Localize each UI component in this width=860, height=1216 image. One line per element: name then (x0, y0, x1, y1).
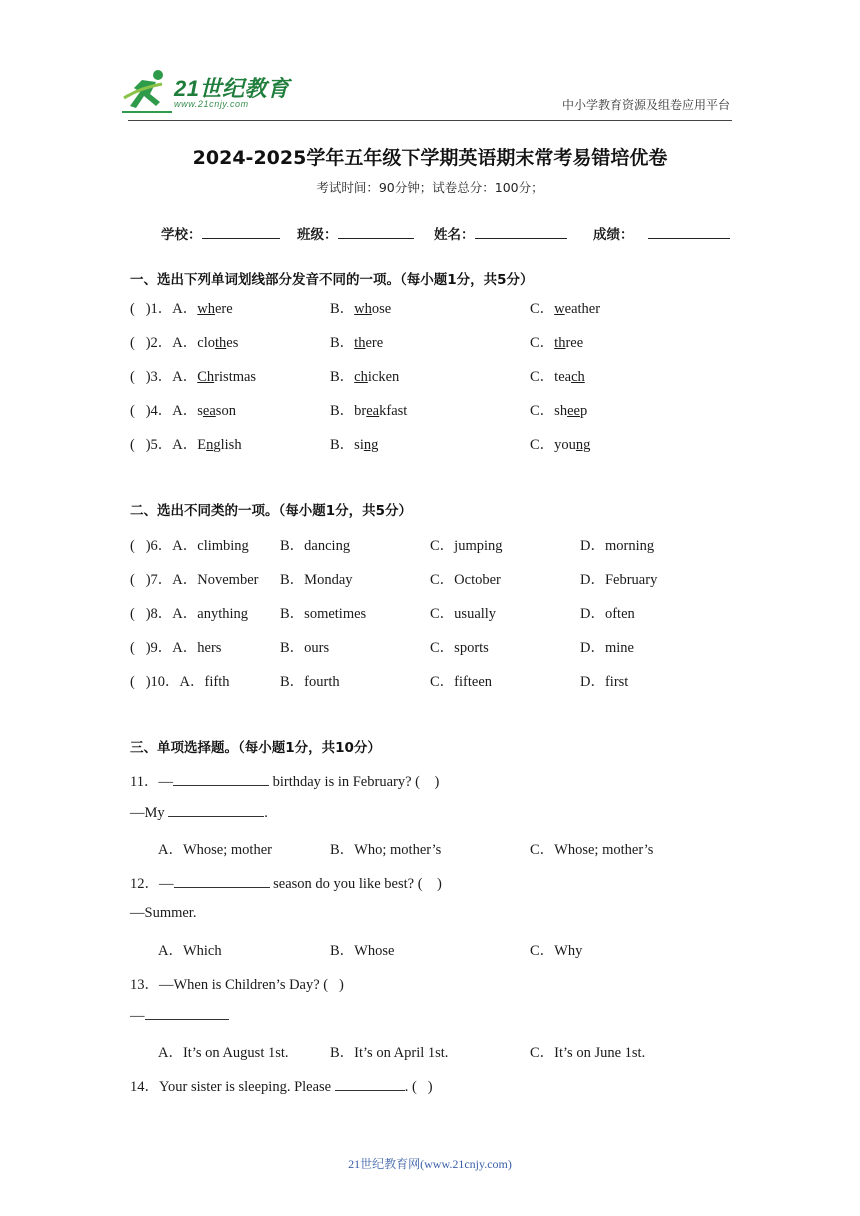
section-2-heading: 二、选出不同类的一项。（每小题1分，共5分） (130, 503, 413, 519)
question-12-b: B．Whose (330, 943, 395, 959)
question-5-c: C．young (530, 437, 591, 453)
answer-blank[interactable] (173, 773, 269, 786)
question-5-b: B．sing (330, 437, 379, 453)
name-blank[interactable] (475, 225, 567, 239)
score-blank[interactable] (648, 225, 730, 239)
name-label: 姓名： (434, 227, 475, 243)
question-13-b: B．It’s on April 1st. (330, 1045, 449, 1061)
question-8-c: C．usually (430, 606, 497, 622)
question-11-response: —My . (130, 805, 268, 821)
question-2-b: B．there (330, 335, 384, 351)
question-7-c: C．October (430, 572, 501, 588)
question-12: 12．— season do you like best? ( ) (130, 876, 442, 892)
question-3-b: B．chicken (330, 369, 400, 385)
question-6-a: ( )6．A．climbing (130, 538, 249, 554)
question-11-a: A．Whose; mother (158, 842, 272, 858)
question-1-a: ( )1．A．where (130, 301, 233, 317)
question-12-c: C．Why (530, 943, 583, 959)
question-8-a: ( )8．A．anything (130, 606, 248, 622)
question-10-a: ( )10．A．fifth (130, 674, 230, 690)
question-6-b: B．dancing (280, 538, 351, 554)
answer-blank[interactable] (168, 804, 264, 817)
name-field[interactable] (434, 223, 567, 243)
page-header (0, 0, 860, 122)
question-12-response: —Summer. (130, 905, 197, 921)
question-6-c: C．jumping (430, 538, 503, 554)
question-2-c: C．three (530, 335, 584, 351)
question-10-c: C．fifteen (430, 674, 493, 690)
logo-url: www.21cnjy.com (174, 99, 249, 109)
student-info-row (0, 223, 860, 243)
question-7-a: ( )7．A．November (130, 572, 259, 588)
score-label: 成绩： (593, 227, 634, 243)
question-3-a: ( )3．A．Christmas (130, 369, 257, 385)
runner-logo-icon (122, 68, 174, 114)
question-4-c: C．sheep (530, 403, 588, 419)
logo (122, 68, 292, 114)
score-field[interactable] (593, 223, 730, 243)
logo-text: 21世纪教育 (174, 76, 290, 101)
question-4-b: B．breakfast (330, 403, 408, 419)
question-11-b: B．Who; mother’s (330, 842, 442, 858)
platform-label: 中小学教育资源及组卷应用平台 (561, 98, 730, 112)
question-9-d: D．mine (580, 640, 634, 656)
class-label: 班级： (297, 227, 338, 243)
class-field[interactable] (297, 223, 414, 243)
question-6-d: D．morning (580, 538, 655, 554)
answer-blank[interactable] (145, 1007, 229, 1020)
question-10-b: B．fourth (280, 674, 340, 690)
class-blank[interactable] (338, 225, 414, 239)
question-7-b: B．Monday (280, 572, 353, 588)
school-blank[interactable] (202, 225, 280, 239)
section-3-heading: 三、单项选择题。（每小题1分，共10分） (130, 740, 381, 756)
question-8-d: D．often (580, 606, 635, 622)
question-1-b: B．whose (330, 301, 392, 317)
answer-blank[interactable] (174, 875, 270, 888)
question-13-c: C．It’s on June 1st. (530, 1045, 646, 1061)
question-5-a: ( )5．A．English (130, 437, 242, 453)
question-1-c: C．weather (530, 301, 601, 317)
answer-blank[interactable] (335, 1078, 405, 1091)
header-divider (128, 120, 732, 121)
school-label: 学校： (161, 227, 202, 243)
question-11-c: C．Whose; mother’s (530, 842, 654, 858)
section-1-heading: 一、选出下列单词划线部分发音不同的一项。（每小题1分，共5分） (130, 272, 534, 288)
school-field[interactable] (161, 223, 280, 243)
question-8-b: B．sometimes (280, 606, 367, 622)
question-11: 11．— birthday is in February? ( ) (130, 774, 440, 790)
question-13: 13．—When is Children’s Day? ( ) (130, 977, 344, 993)
question-10-d: D．first (580, 674, 629, 690)
question-2-a: ( )2．A．clothes (130, 335, 239, 351)
page-footer[interactable]: 21世纪教育网(www.21cnjy.com) (348, 1157, 512, 1171)
exam-info: 考试时间：90分钟；试卷总分：100分； (316, 180, 544, 195)
question-7-d: D．February (580, 572, 658, 588)
question-9-a: ( )9．A．hers (130, 640, 222, 656)
question-9-b: B．ours (280, 640, 330, 656)
question-3-c: C．teach (530, 369, 585, 385)
question-14: 14．Your sister is sleeping. Please . ( ) (130, 1079, 433, 1095)
page-title: 2024-2025学年五年级下学期英语期末常考易错培优卷 (192, 147, 668, 169)
question-13-response: — (130, 1007, 229, 1025)
question-12-a: A．Which (158, 943, 222, 959)
question-9-c: C．sports (430, 640, 489, 656)
question-13-a: A．It’s on August 1st. (158, 1045, 289, 1061)
question-4-a: ( )4．A．season (130, 403, 236, 419)
